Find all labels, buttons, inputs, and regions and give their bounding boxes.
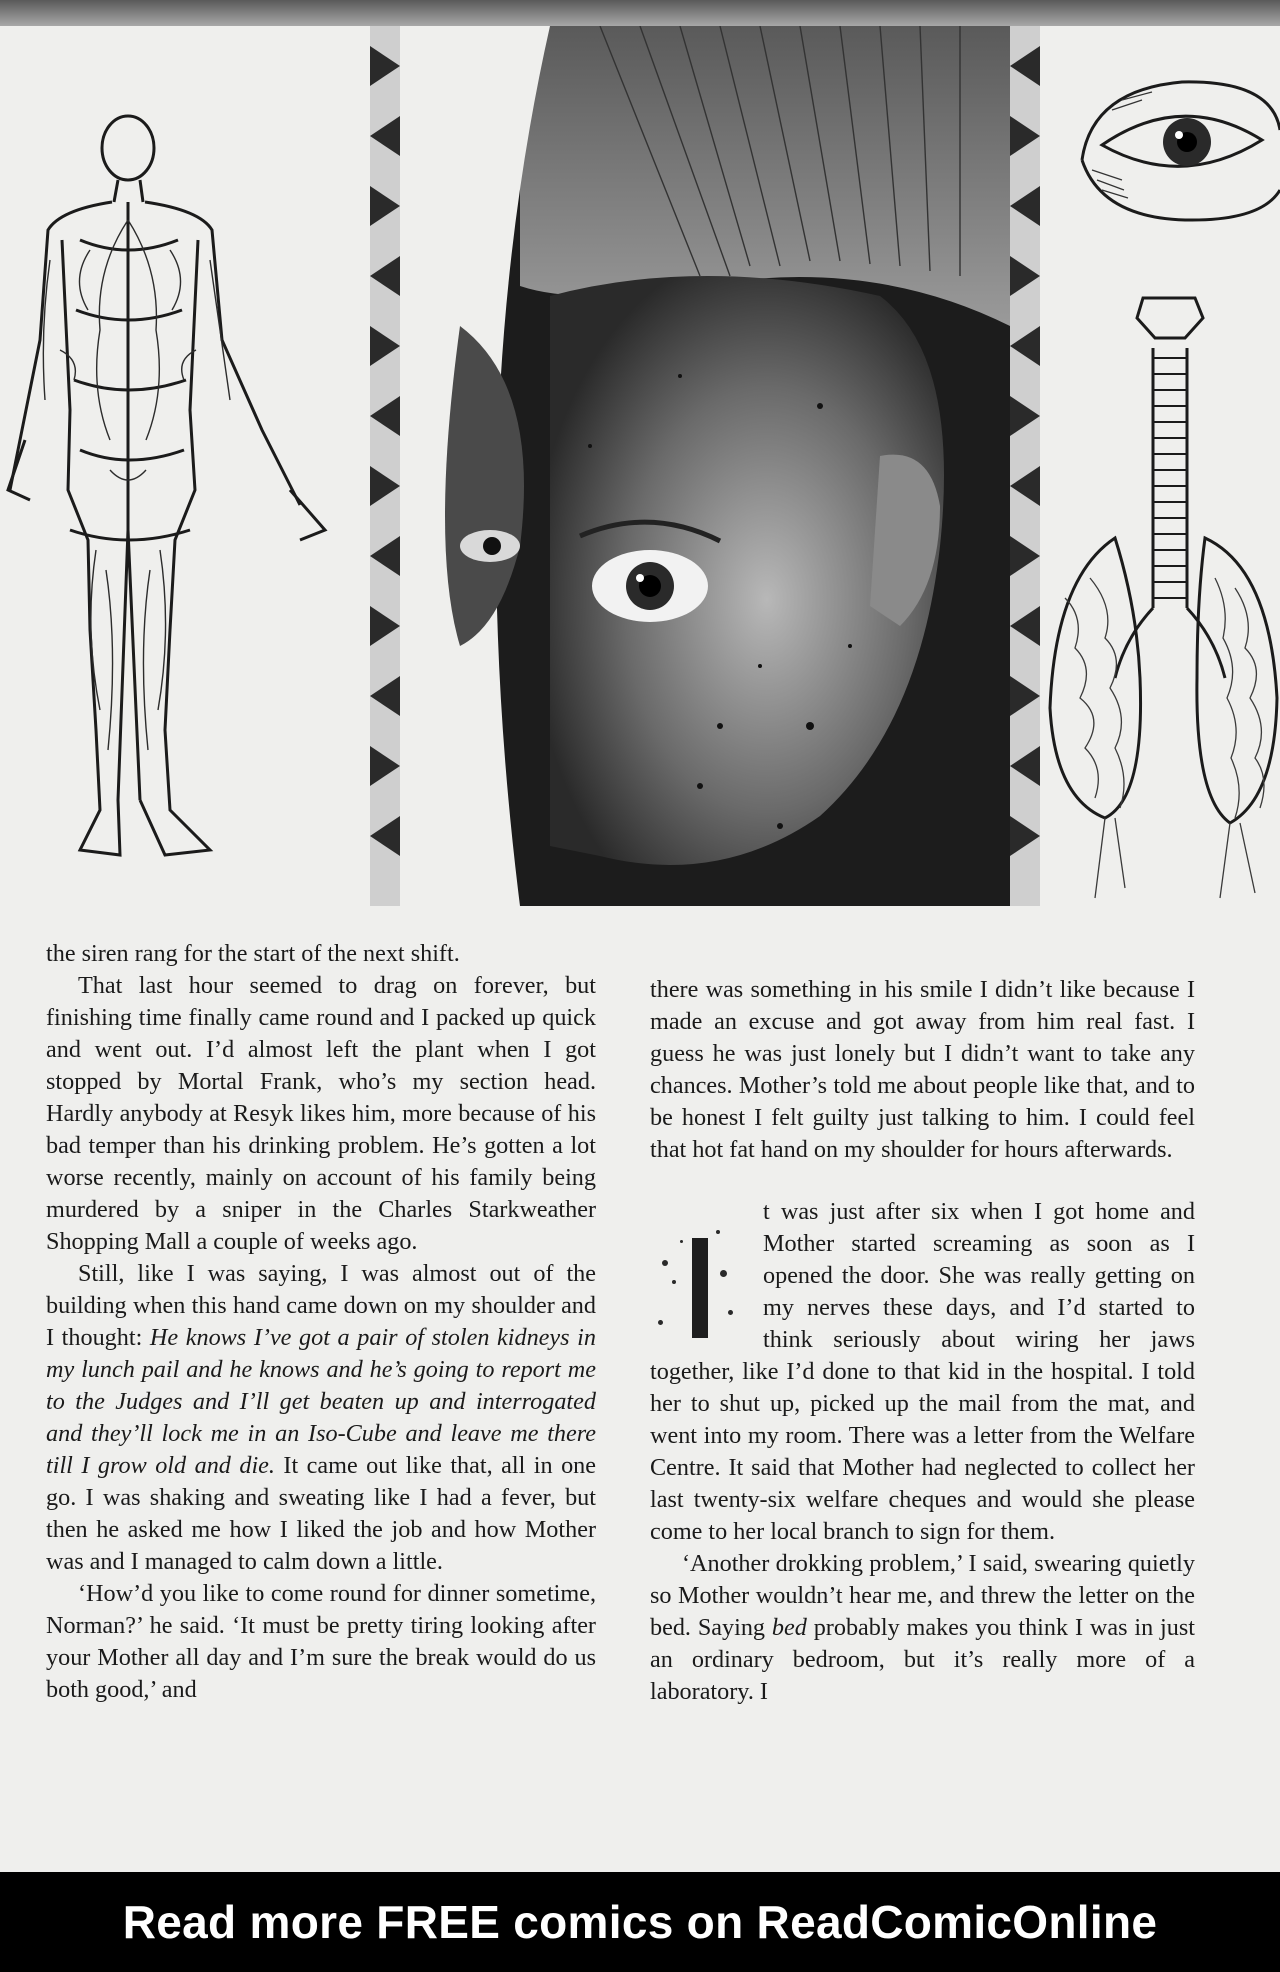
paragraph: ‘How’d you like to come round for dinner sometime, Norman?’ he said. ‘It must be pretty tiring looking after your Mother all day and I’m sure the break would do us both good,’ and — [46, 1580, 596, 1703]
text-column-left — [46, 938, 596, 1706]
anatomy-lungs-illustration — [1045, 278, 1280, 908]
paragraph — [650, 1548, 1195, 1708]
ink-speck — [658, 1320, 663, 1325]
text-column-right — [650, 974, 1195, 1708]
paragraph: there was something in his smile I didn’t like because I made an excuse and got away from him real fast. I guess he was just lonely but I didn’t want to take any chances. Mother’s told me about people like that, and to be honest I felt guilty just talking to him. I could feel that hot fat hand on my shoulder for hours afterwards. — [650, 976, 1195, 1163]
paragraph-text: It came out like that, all in one go. I was shaking and sweating like I had a fever, but then he asked me how I liked the job and how Mother was and I managed to calm down a little. — [46, 1452, 596, 1575]
dropcap-bar-glyph — [692, 1238, 708, 1338]
panel-border-left — [370, 26, 400, 906]
paragraph: t was just after six when I got home and Mother started screaming as soon as I opened the door. She was really getting on my nerves these days, and I’d started to think seriously about wiring her jaws together, like I’d done to that kid in the hospital. I told her to shut up, picked up the mail from the mat, and went into my room. There was a letter from the Welfare Centre. It said that Mother had neglected to collect her last twenty-six welfare cheques and would she please come to her local branch to sign for them. — [650, 1198, 1195, 1545]
paragraph — [46, 1258, 596, 1578]
anatomy-body-illustration — [0, 110, 355, 885]
promo-banner[interactable] — [0, 1872, 1280, 1972]
dropcap-section — [650, 1196, 1195, 1548]
page-top-edge — [0, 0, 1280, 26]
ink-speck — [720, 1270, 727, 1277]
comic-panel-face — [370, 26, 1040, 906]
paragraph-text: ‘Another drokking problem,’ I said, swearing quietly so Mother wouldn’t hear me, and threw the letter on the bed. Saying — [650, 1550, 1195, 1641]
face-illustration — [400, 26, 1010, 906]
ink-speck — [662, 1260, 668, 1266]
anatomy-eye-illustration — [1062, 70, 1280, 240]
ink-speck — [680, 1240, 683, 1243]
ink-speck — [716, 1230, 720, 1234]
paragraph: That last hour seemed to drag on forever, but finishing time finally came round and I packed up quick and went out. I’d almost left the plant when I got stopped by Mortal Frank, who’s my section head. Hardly anybody at Resyk likes him, more because of his bad temper than his drinking problem. He’s gotten a lot worse recently, mainly on account of his family being murdered by a sniper in the Charles Starkweather Shopping Mall a couple of weeks ago. — [46, 972, 596, 1255]
ink-speck — [728, 1310, 733, 1315]
paragraph: the siren rang for the start of the next shift. — [46, 940, 460, 967]
panel-border-right — [1010, 26, 1040, 906]
paragraph-text: probably makes you think I was in just an ordinary bedroom, but it’s really more of a laboratory. I — [650, 1614, 1195, 1705]
ink-speck — [672, 1280, 676, 1284]
paragraph-italic-text: bed — [771, 1614, 807, 1641]
paragraph-text: Still, like I was saying, I was almost out of the building when this hand came down on my shoulder and I thought: — [46, 1260, 596, 1351]
dropcap — [650, 1200, 745, 1350]
promo-banner-text[interactable]: Read more FREE comics on ReadComicOnline — [122, 1896, 1158, 1948]
paragraph-italic-text: He knows I’ve got a pair of stolen kidneys in my lunch pail and he knows and he’s going to report me to the Judges and I’ll get beaten up and interrogated and they’ll lock me in an Iso-Cube and leave me there till I grow old and die. — [46, 1324, 596, 1479]
